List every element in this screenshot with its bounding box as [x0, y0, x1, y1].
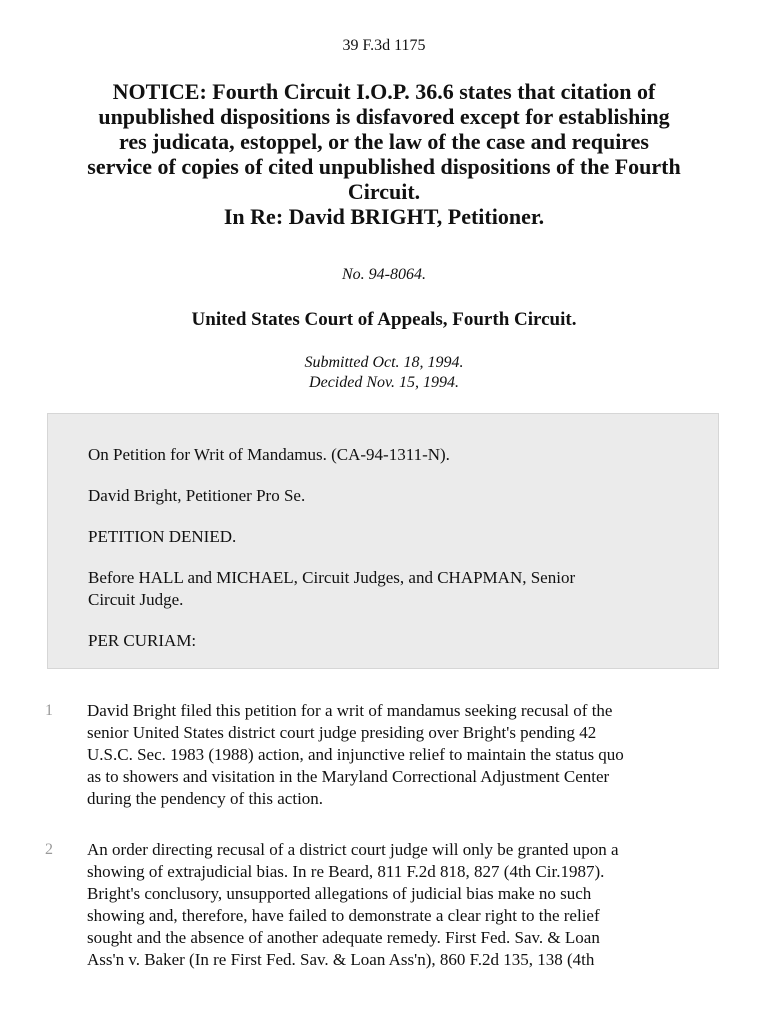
- paragraph-line: An order directing recusal of a district court judge will only be granted upon a: [87, 840, 619, 859]
- notice-line: Circuit.: [347, 179, 421, 204]
- paragraph-text: [87, 700, 727, 810]
- court-name: United States Court of Appeals, Fourth Circuit.: [191, 309, 577, 330]
- paragraph-line: showing of extrajudicial bias. In re Beard, 811 F.2d 818, 827 (4th Cir.1987).: [87, 862, 605, 881]
- paragraph-number: 1: [45, 702, 53, 719]
- decided-date: Decided Nov. 15, 1994.: [309, 374, 459, 391]
- paragraph-line: as to showers and visitation in the Maryland Correctional Adjustment Center: [87, 767, 610, 786]
- disposition-line: PETITION DENIED.: [88, 527, 237, 546]
- paragraph-number: 2: [45, 841, 53, 858]
- petition-line: On Petition for Writ of Mandamus. (CA-94-1311-N).: [88, 445, 450, 464]
- reporter-citation: 39 F.3d 1175: [342, 37, 426, 54]
- panel-line: [88, 567, 688, 611]
- docket-number: No. 94-8064.: [342, 266, 426, 283]
- paragraph-line: senior United States district court judge presiding over Bright's pending 42: [87, 723, 597, 742]
- paragraph-line: Bright's conclusory, unsupported allegations of judicial bias make no such: [87, 884, 592, 903]
- per-curiam-line: PER CURIAM:: [88, 631, 197, 650]
- counsel-line: David Bright, Petitioner Pro Se.: [88, 486, 306, 505]
- case-dates: [0, 353, 768, 393]
- notice-line: NOTICE: Fourth Circuit I.O.P. 36.6 states that citation of: [112, 79, 656, 104]
- paragraph-line: during the pendency of this action.: [87, 789, 324, 808]
- syllabus-box: [47, 413, 719, 669]
- paragraph-line: Ass'n v. Baker (In re First Fed. Sav. & Loan Ass'n), 860 F.2d 135, 138 (4th: [87, 950, 595, 969]
- panel-line-1: Before HALL and MICHAEL, Circuit Judges, and CHAPMAN, Senior: [88, 568, 576, 587]
- case-title: In Re: David BRIGHT, Petitioner.: [223, 204, 545, 229]
- submitted-date: Submitted Oct. 18, 1994.: [304, 354, 464, 371]
- paragraph-line: David Bright filed this petition for a writ of mandamus seeking recusal of the: [87, 701, 613, 720]
- notice-line: service of copies of cited unpublished dispositions of the Fourth: [87, 154, 681, 179]
- paragraph-text: [87, 839, 727, 971]
- notice-line: res judicata, estoppel, or the law of the case and requires: [118, 129, 649, 154]
- paragraph-line: U.S.C. Sec. 1983 (1988) action, and injunctive relief to maintain the status quo: [87, 745, 624, 764]
- panel-line-2: Circuit Judge.: [88, 590, 184, 609]
- document-heading: [40, 79, 728, 229]
- paragraph-line: showing and, therefore, have failed to demonstrate a clear right to the relief: [87, 906, 600, 925]
- paragraph-line: sought and the absence of another adequate remedy. First Fed. Sav. & Loan: [87, 928, 600, 947]
- notice-line: unpublished dispositions is disfavored except for establishing: [98, 104, 670, 129]
